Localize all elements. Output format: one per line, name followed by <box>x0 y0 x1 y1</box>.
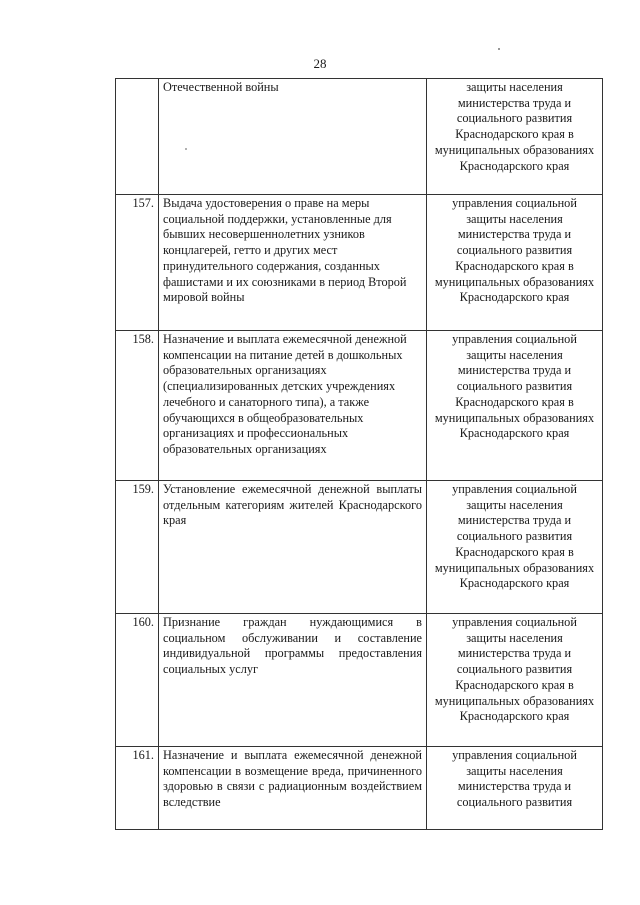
service-name: Назначение и выплата ежемесячной денежной компенсации на питание детей в дошкольных образовательных организациях (специализированных детских учреждениях лечебного и санаторного типа), а также обучающихся в общеобразовательных организациях и профессиональных образовательных организациях <box>159 331 427 481</box>
responsible-body: управления социальной защиты населения министерства труда и социального развития Краснодарского края в муниципальных образованиях Краснодарского края <box>427 481 603 614</box>
row-number <box>116 79 159 195</box>
table-row-continuation <box>116 79 603 195</box>
table-row-161 <box>116 747 603 830</box>
service-name: Отечественной войны <box>159 79 427 195</box>
scan-speck <box>498 48 500 50</box>
row-number: 159. <box>116 481 159 614</box>
service-name: Назначение и выплата ежемесячной денежной компенсации в возмещение вреда, причиненного здоровью в связи с радиационным воздействием вследствие <box>159 747 427 830</box>
table-row-158 <box>116 331 603 481</box>
row-number: 161. <box>116 747 159 830</box>
row-number: 158. <box>116 331 159 481</box>
table-row-159 <box>116 481 603 614</box>
responsible-body: защиты населения министерства труда и социального развития Краснодарского края в муниципальных образованиях Краснодарского края <box>427 79 603 195</box>
services-table <box>115 78 603 830</box>
responsible-body: управления социальной защиты населения министерства труда и социального развития Краснодарского края в муниципальных образованиях Краснодарского края <box>427 331 603 481</box>
responsible-body: управления социальной защиты населения министерства труда и социального развития <box>427 747 603 830</box>
table-row-160 <box>116 614 603 747</box>
row-number: 157. <box>116 195 159 331</box>
responsible-body: управления социальной защиты населения министерства труда и социального развития Краснодарского края в муниципальных образованиях Краснодарского края <box>427 195 603 331</box>
page-number: 28 <box>313 56 327 71</box>
service-name: Признание граждан нуждающимися в социальном обслуживании и составление индивидуальной программы предоставления социальных услуг <box>159 614 427 747</box>
service-name: Выдача удостоверения о праве на меры социальной поддержки, установленные для бывших несовершеннолетних узников концлагерей, гетто и других мест принудительного содержания, созданных фашистами и их союзниками в период Второй мировой войны <box>159 195 427 331</box>
service-name: Установление ежемесячной денежной выплаты отдельным категориям жителей Краснодарского края <box>159 481 427 614</box>
table-row-157 <box>116 195 603 331</box>
row-number: 160. <box>116 614 159 747</box>
responsible-body: управления социальной защиты населения министерства труда и социального развития Краснодарского края в муниципальных образованиях Краснодарского края <box>427 614 603 747</box>
